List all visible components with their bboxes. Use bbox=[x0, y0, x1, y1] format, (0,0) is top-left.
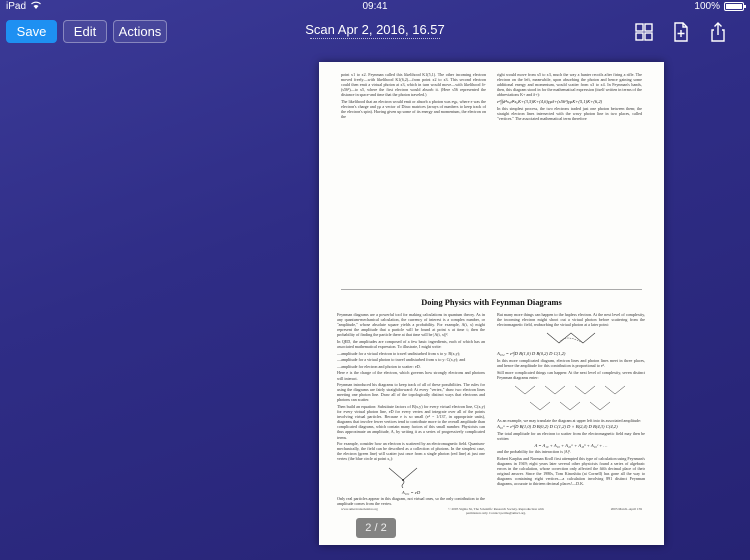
left-column bbox=[337, 312, 485, 508]
edit-button[interactable]: Edit bbox=[63, 20, 107, 43]
grid-icon[interactable] bbox=[633, 21, 655, 43]
document-title[interactable]: Scan Apr 2, 2016, 16.57 bbox=[300, 22, 450, 37]
page-counter: 2 / 2 bbox=[356, 518, 396, 538]
paragraph: and the probability for this interaction is |A|². bbox=[497, 449, 571, 455]
paragraph: The likelihood that an electron would emit or absorb a photon was eγμ, where e was the electron's charge and γμ a vector of Dirac matrices (arrays of numbers to keep track of the electron's spin). Having given up some of its energy and momentum, the electron on the bbox=[341, 98, 486, 120]
paragraph: In this more complicated diagram, electron lines and photon lines meet in three places, and hence the amplitude for this contribution is proportional to e³. bbox=[497, 357, 645, 368]
footer-page-info: 2005 March–April 159 bbox=[610, 507, 642, 511]
paragraph: But many more things can happen to the hapless electron. At the next level of complexity, the incoming electron might shoot out a virtual photon before scattering from the electromagnetic field, reabsorbing the virtual photon at a later point: bbox=[497, 312, 645, 328]
paragraph: The total amplitude for an electron to scatter from the electromagnetic field may then be written bbox=[497, 430, 645, 442]
paragraph: Robert Karplus and Norman Kroll first attempted this type of calculation using Feynman's diagrams in 1949; eight years later several other physicists found a series of algebraic errors in the calculation, whose correction only affected the fifth decimal place of their original answer. Since the 1980s, Tom Kinoshita (at Cornell) has gone all the way to diagrams containing eight vertices—a calculation involving 891 distinct Feynman diagrams, accurate to thirteen decimal places!—D.K. bbox=[497, 455, 645, 487]
save-button[interactable]: Save bbox=[6, 20, 57, 43]
divider bbox=[341, 289, 642, 290]
formula: A₁₀ᵃ = e⁵∫D B(1,0) D B(0,2) D C(1,2) D × B(2,4) D B(4,3) C(4,2) bbox=[497, 424, 618, 430]
scanned-page[interactable] bbox=[319, 62, 664, 545]
paragraph: As an example, we may translate the diagram at upper left into its associated amplitude: bbox=[497, 417, 642, 423]
paragraph: Feynman diagrams are a powerful tool for making calculations in quantum theory. As in any quantum-mechanical calculation, the currency of interest is a complex number, or "amplitude," whose absolute square yields a probability. For example, A(t, x) might represent the amplitude that a particle will be found at point x at time t; then the probability of finding the particle there at that time will be |A(t, x)|². bbox=[337, 312, 485, 338]
sidebar-title: Doing Physics with Feynman Diagrams bbox=[421, 298, 562, 307]
formula: A = A₁₀ + A₁₀ + A₁₀ᵃ + A₁₀ᵇ + A₁₀ᶜ + … bbox=[534, 442, 608, 448]
paragraph: right would move from x5 to x3, much the way a hunter recoils after firing a rifle. The electron on the left, meanwhile, upon absorbing the photon and hence gaining some additional energy and momentum, would scatter from x3 to x4. In Feynman's hands, then, this diagram stood in for the mathematical expression (itself written in terms of the abbreviations K+ and δ+): bbox=[497, 72, 642, 98]
footer-url: www.americanscientist.org bbox=[341, 507, 378, 511]
paragraph: Here e is the charge of the electron, which governs how strongly electrons and photons will interact. bbox=[337, 370, 485, 381]
status-bar bbox=[0, 0, 750, 14]
paragraph: Only real particles appear in this diagram, not virtual ones, so the only contribution to the amplitude comes from the vertex. bbox=[337, 496, 485, 507]
battery-percent: 100% bbox=[694, 1, 720, 12]
paragraph: For example, consider how an electron is scattered by an electromagnetic field. Quantum-mechanically, the field can be described as a collection of photons. In the simplest case, the electron (green line) will scatter just once from a single photon (red line) at just one vertex (the blue circle at point x₁): bbox=[337, 441, 485, 462]
clock: 09:41 bbox=[362, 1, 388, 12]
paragraph: —amplitude for a virtual electron to travel undisturbed from x to y: B(x,y); bbox=[337, 350, 461, 356]
formula: A₁₀₁ = eD bbox=[401, 489, 421, 495]
paragraph: point x1 to x2. Feynman called this likelihood K1(5,1). The other incoming electron moved freely—with likelihood K1(6,2)—from point x2 to x3. This second electron could then emit a virtual photon at x3, which in turn would move—with likelihood δ+(s56²)—to x5, where the first electron would absorb it. (Here s56 represented the distance in space-and time that the photon traveled.) bbox=[341, 72, 486, 98]
right-column bbox=[497, 312, 645, 488]
share-icon[interactable] bbox=[707, 21, 729, 43]
top-right-column bbox=[497, 72, 642, 122]
feynman-diagram bbox=[541, 329, 601, 349]
feynman-diagram-grid bbox=[511, 382, 631, 416]
paragraph: Still more complicated things can happen: At the next level of complexity, seven distinct Feynman diagrams enter: bbox=[497, 369, 645, 380]
battery-icon bbox=[724, 2, 744, 11]
paragraph: —amplitude for electron and photon to scatter: eD. bbox=[337, 363, 421, 369]
feynman-diagram bbox=[381, 464, 441, 488]
formula: e²∫∫d⁴x₅d⁴x₆K+(3,5)K+(4,6)γμδ+(s56²)γμK+(5,1)K+(6,2) bbox=[497, 98, 603, 104]
paragraph: Feynman introduced his diagrams to keep track of all of these possibilities. The rules for using the diagrams are fairly straightforward: At every "vertex," draw two electron lines meeting one photon line. Draw all of the topologically distinct ways that electrons and photons can scatter. bbox=[337, 382, 485, 403]
actions-button[interactable]: Actions bbox=[113, 20, 167, 43]
paragraph: In QED, the amplitudes are composed of a few basic ingredients, each of which has an associated mathematical expression. To illustrate, I might write: bbox=[337, 338, 485, 350]
top-left-column bbox=[341, 72, 486, 121]
formula: A₁₀₂ = e³∫D B(1,0) D B(0,2) D C(1,2) bbox=[497, 351, 566, 357]
toolbar bbox=[0, 14, 750, 48]
footer-copyright: © 2005 Sigma Xi, The Scientific Research Society. Reproduction with permission only. Contact perms@amsci.org. bbox=[448, 507, 544, 515]
paragraph: In this simplest process, the two electrons traded just one photon between them; the straight electron lines intersected with the wavy photon line in two places, called "vertices." The associated mathematical term therefore bbox=[497, 105, 642, 121]
new-document-icon[interactable] bbox=[670, 21, 692, 43]
paragraph: Then build an equation: Substitute factors of B(x,y) for every virtual electron line, C(x,y) for every virtual photon line, eD for every vertex and integrate over all of the points involving virtual particles. Because e is so small (e² ~ 1/137, in appropriate units), diagrams that involve fewer vertices tend to contribute more to the overall amplitude than complicated diagrams, which contain many factors of this small number. Physicists can thus approximate an amplitude, A, by writing it as a series of progressively complicated terms. bbox=[337, 404, 485, 440]
carrier-label: iPad bbox=[6, 1, 27, 12]
paragraph: —amplitude for a virtual photon to travel undisturbed from x to y: C(x,y); and bbox=[337, 357, 466, 363]
